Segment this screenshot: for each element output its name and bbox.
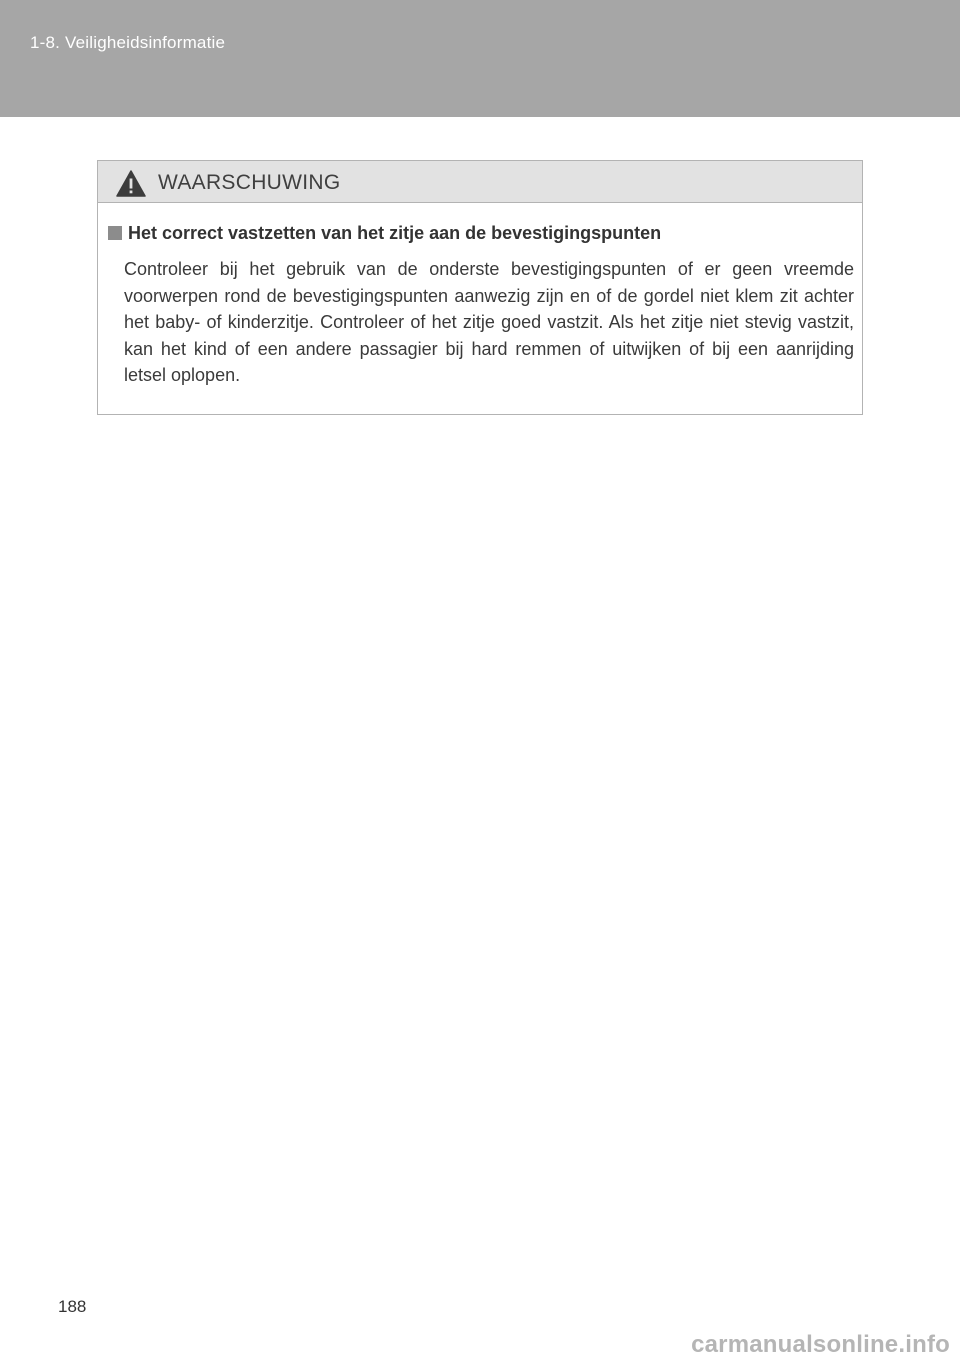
warning-header: [98, 161, 862, 203]
page-header-band: [0, 0, 960, 117]
warning-heading: Het correct vastzetten van het zitje aan de bevestigingspunten: [128, 223, 662, 243]
warning-title: WAARSCHUWING: [158, 171, 341, 194]
warning-triangle-icon: [116, 170, 146, 197]
warning-body-text: Controleer bij het gebruik van de onderste bevestigingspunten of er geen vreemde voorwerpen rond de bevestigingspunten aanwezig zijn en of de gordel niet klem zit achter het baby- of kinderzitje. Controleer of het zitje goed vastzit. Als het zitje niet stevig vastzit, kan het kind of een andere passagier bij hard remmen of uitwijken of bij een aanrijding letsel oplopen.: [124, 259, 854, 385]
warning-box: [97, 160, 863, 415]
watermark: carmanualsonline.info: [691, 1331, 950, 1358]
square-bullet-icon: [108, 226, 122, 240]
page-number: 188: [58, 1297, 87, 1316]
section-title: 1-8. Veiligheidsinformatie: [30, 33, 226, 52]
